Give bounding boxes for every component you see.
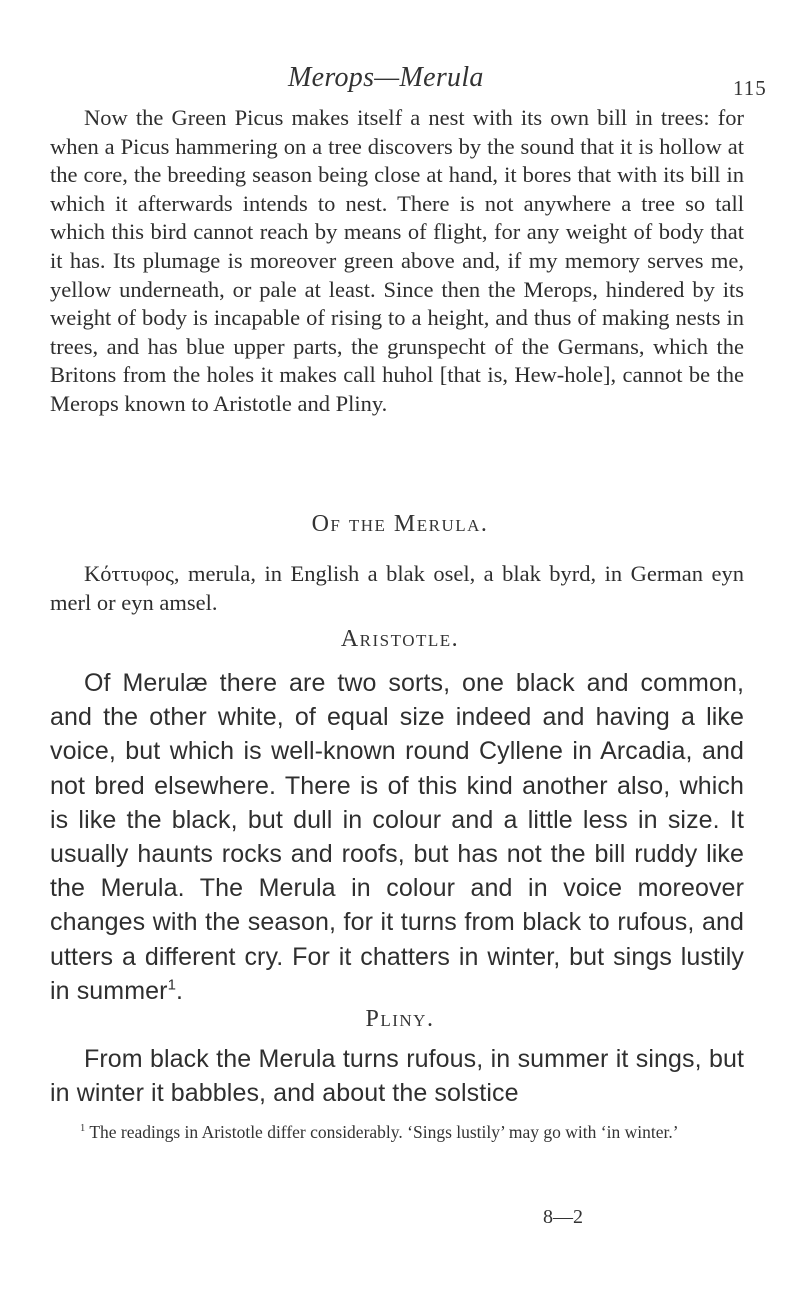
aristotle-quote-text: Of Merulæ there are two sorts, one black and common, and the other white, of equal size indeed and having a like voice, but which is well-known round Cyllene in Arcadia, and not bred elsewhere. There is of this kind another also, which is like the black, but dull in colour and a little less in size. It usually haunts rocks and roofs, but has not the bill ruddy like the Merula. The Merula in colour and in voice moreover changes with the season, for it turns from black to rufous, and utters a different cry. For it chatters in winter, but sings lustily in summer [50, 669, 744, 1005]
section-heading-pliny: Pliny. [365, 1006, 435, 1032]
paragraph-aristotle-quote [50, 666, 744, 1008]
paragraph-green-picus: Now the Green Picus makes itself a nest with its own bill in trees: for when a Picus hammering on a tree discovers by the sound that it is hollow at the core, the breeding season being close at hand, it bores that with its bill in which it afterwards intends to nest. There is not anywhere a tree so tall which this bird cannot reach by means of flight, for any weight of body that it has. Its plumage is moreover green above and, if my memory serves me, yellow underneath, or pale at least. Since then the Merops, hindered by its weight of body is incapable of rising to a height, and thus of making nests in trees, and has blue upper parts, the grunspecht of the Germans, which the Britons from the holes it makes call huhol [that is, Hew-hole], cannot be the Merops known to Aristotle and Pliny. [50, 105, 744, 416]
footnote-marker: 1 [80, 1123, 86, 1135]
footnote-text: The readings in Aristotle differ considerably. ‘Sings lustily’ may go with ‘in winter.’ [89, 1122, 679, 1142]
section-heading-aristotle: Aristotle. [340, 626, 460, 652]
running-title: Merops—Merula [288, 62, 484, 93]
section-heading-merula: Of the Merula. [311, 511, 489, 537]
signature-mark: 8—2 [543, 1206, 583, 1228]
paragraph-pliny-quote: From black the Merula turns rufous, in summer it sings, but in winter it babbles, and about the solstice [50, 1045, 744, 1108]
paragraph-kottyphos: Κόττυφος, merula, in English a blak osel, a blak byrd, in German eyn merl or eyn amsel. [50, 561, 744, 615]
aristotle-quote-end: . [176, 976, 184, 1005]
running-head [0, 62, 800, 102]
footnote [50, 1121, 744, 1143]
page-number: 115 [733, 76, 767, 100]
footnote-reference: 1 [167, 976, 177, 994]
